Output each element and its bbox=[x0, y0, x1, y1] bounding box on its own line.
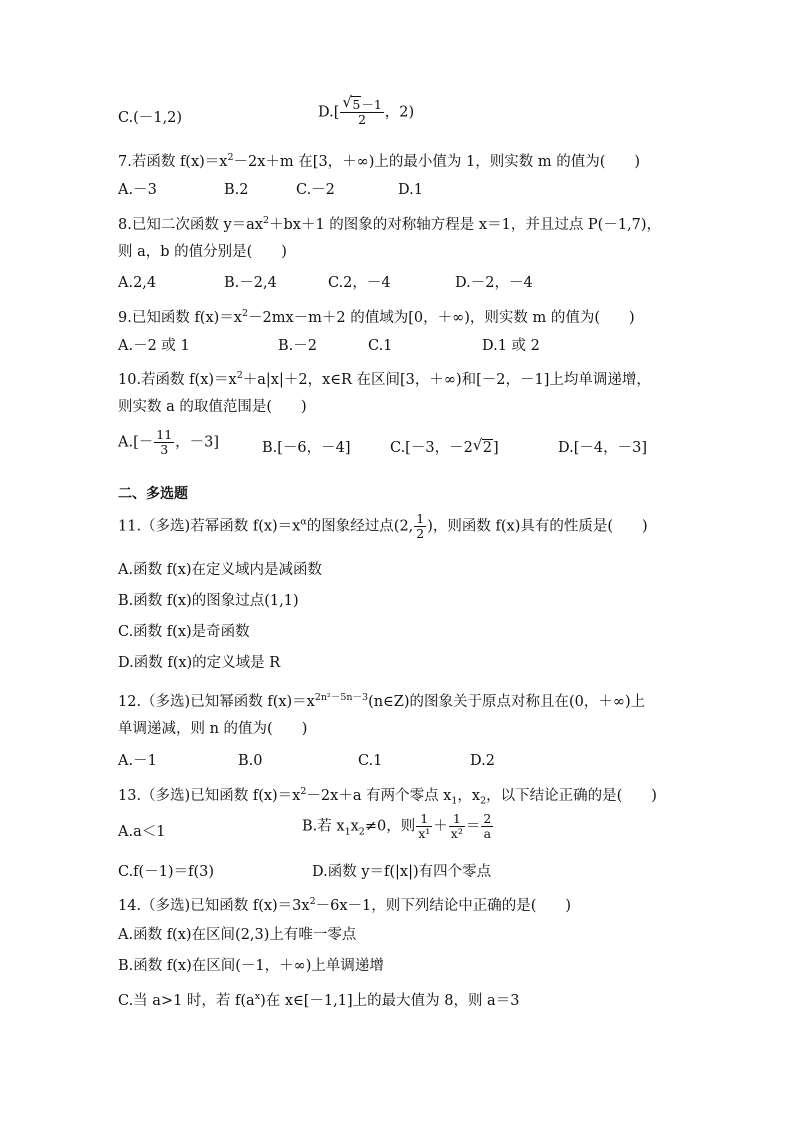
q13-option-a: A.a＜1 bbox=[118, 824, 166, 840]
q7-option-c: C.－2 bbox=[296, 182, 335, 198]
question-12-line-2: 单调递减，则 n 的值为( ) bbox=[118, 721, 308, 737]
question-14: 14.（多选)已知函数 $f(x)=3x^2-6x-1$，则下列结论中正确的是( ) bbox=[118, 896, 572, 914]
q13-option-d: D.函数 y＝f(|x|)有四个零点 bbox=[312, 864, 492, 880]
q10-option-b: B.[－6，－4] bbox=[262, 440, 351, 456]
q8-option-d: D.－2，－4 bbox=[455, 275, 533, 291]
section-heading: 二、多选题 bbox=[118, 486, 188, 502]
q12-option-b: B.0 bbox=[238, 753, 263, 769]
question-12-line-1: 12.（多选)已知幂函数 $f(x)=x^{2n^2-5n-3}(n\in Z)$的图象关于原点对称且在(0，＋∞)上 bbox=[118, 692, 646, 710]
q9-option-d: D.1 或 2 bbox=[482, 338, 540, 354]
q11-option-b: B.函数 f(x)的图象过点(1,1) bbox=[118, 593, 299, 609]
sqrt-icon: √ 2 bbox=[472, 436, 493, 456]
question-9: 9.已知函数 $f(x)=x^2-2mx-m+2$ 的值域为[0，＋∞)，则实数 m 的值为( ) bbox=[118, 308, 635, 326]
q13-option-c: C.f(－1)＝f(3) bbox=[118, 864, 214, 880]
option-c-prev: C.(－1,2) bbox=[118, 110, 183, 126]
q10-option-d: D.[－4，－3] bbox=[558, 440, 647, 456]
question-13: 13.（多选)已知函数 $f(x)=x^2-2x+a$ 有两个零点 $x_1$，$x_2$，以下结论正确的是( ) bbox=[118, 786, 657, 807]
q14-option-a: A.函数 f(x)在区间(2,3)上有唯一零点 bbox=[118, 927, 357, 943]
q7-option-a: A.－3 bbox=[118, 182, 157, 198]
q7-option-b: B.2 bbox=[224, 182, 249, 198]
q14-option-b: B.函数 f(x)在区间(－1，＋∞)上单调递增 bbox=[118, 958, 384, 974]
question-8-line-1: 8.已知二次函数 $y=ax^2+bx+1$ 的图象的对称轴方程是 x＝1，并且过点 P(－1,7)， bbox=[118, 215, 662, 233]
q10-option-c: C.[－3，－2 √ 2] bbox=[390, 436, 499, 456]
q8-option-b: B.－2,4 bbox=[224, 275, 277, 291]
q12-option-a: A.－1 bbox=[118, 753, 157, 769]
fraction: √ 5－1 2 bbox=[342, 93, 382, 127]
q9-option-c: C.1 bbox=[368, 338, 393, 354]
option-d-prev: D.[ √ 5－1 2 ，2) bbox=[318, 93, 415, 127]
fraction: $\frac{11}{3}$ bbox=[156, 427, 173, 457]
q14-option-c: C.当 a>1 时，若 $f(a^x)$在 x∈[－1,1]上的最大值为 8，则 a＝3 bbox=[118, 991, 520, 1009]
question-11: 11.（多选)若幂函数 $f(x)=x^\alpha$的图象经过点(2, $\frac{1}{2}$ )，则函数 f(x)具有的性质是( ) bbox=[118, 511, 648, 541]
q10-option-a: A.[－ $\frac{11}{3}$ ，－3] bbox=[118, 427, 220, 457]
fraction: $\frac{1}{\text{x²}}$ bbox=[450, 811, 463, 841]
q9-option-a: A.－2 或 1 bbox=[118, 338, 190, 354]
sqrt-icon: √ 5 bbox=[342, 93, 361, 112]
question-7: 7.若函数 $f(x)=x^2-2x+m$ 在[3，＋∞)上的最小值为 1，则实数 m 的值为( ) bbox=[118, 152, 641, 170]
q13-option-b: B.若 $x_1x_2\ne 0$，则 $\frac{1}{\text{x¹}}$ ＋ $\frac{1}{\text{x²}}$ ＝ $\frac{2}{a}$ bbox=[302, 811, 492, 841]
question-10-line-2: 则实数 a 的取值范围是( ) bbox=[118, 399, 307, 415]
question-10-line-1: 10.若函数 $f(x)=x^2+a|x|+2$，x∈R 在区间[3，＋∞)和[－2，－1]上均单调递增， bbox=[118, 370, 651, 388]
q8-option-c: C.2，－4 bbox=[328, 275, 391, 291]
q8-option-a: A.2,4 bbox=[118, 275, 157, 291]
q9-option-b: B.－2 bbox=[278, 338, 317, 354]
fraction: $\frac{1}{2}$ bbox=[416, 511, 425, 541]
q12-option-d: D.2 bbox=[470, 753, 495, 769]
q11-option-c: C.函数 f(x)是奇函数 bbox=[118, 624, 250, 640]
q11-option-a: A.函数 f(x)在定义域内是减函数 bbox=[118, 562, 323, 578]
q11-option-d: D.函数 f(x)的定义域是 R bbox=[118, 655, 281, 671]
fraction: $\frac{1}{\text{x¹}}$ bbox=[418, 811, 431, 841]
question-8-line-2: 则 a，b 的值分别是( ) bbox=[118, 244, 287, 260]
q12-option-c: C.1 bbox=[358, 753, 383, 769]
fraction: $\frac{2}{a}$ bbox=[483, 811, 492, 841]
q7-option-d: D.1 bbox=[398, 182, 423, 198]
